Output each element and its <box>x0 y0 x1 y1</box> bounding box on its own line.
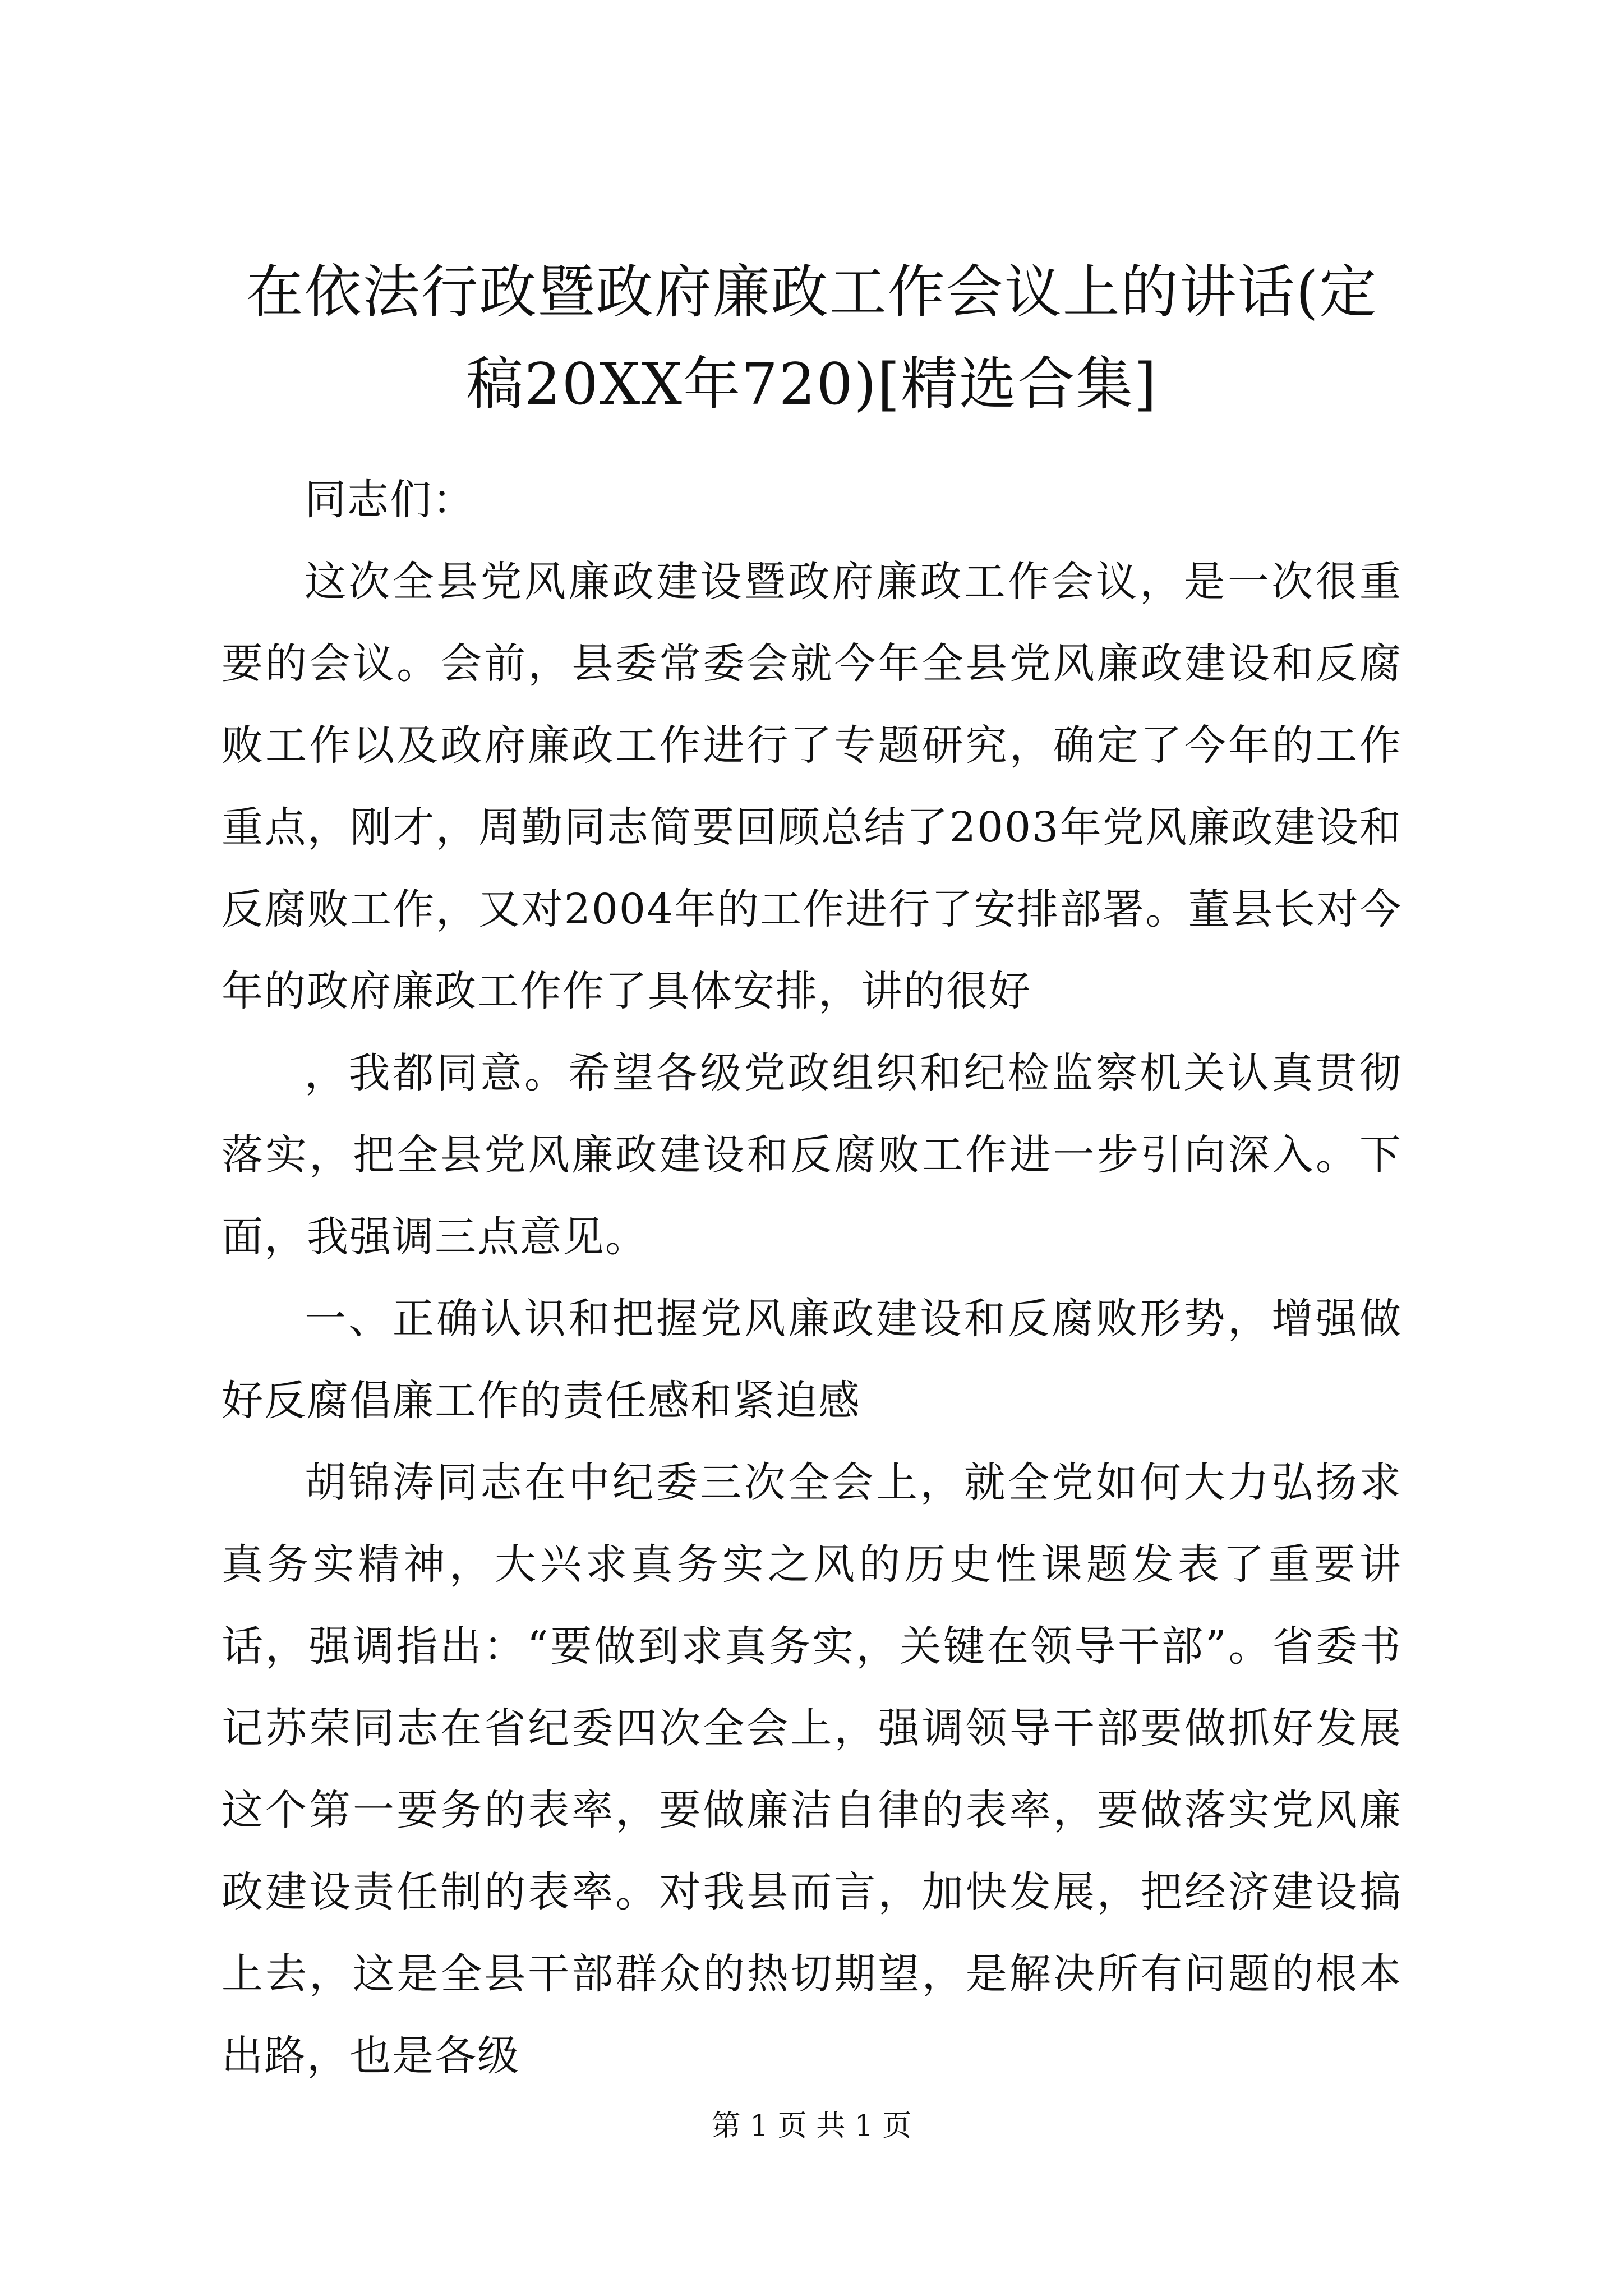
document-body <box>222 459 1402 2097</box>
page-footer: 第 1 页 共 1 页 <box>711 2109 912 2143</box>
paragraph-continuation: ，我都同意。希望各级党政组织和纪检监察机关认真贯彻落实，把全县党风廉政建设和反腐败工作进一步引向深入。下面，我强调三点意见。 <box>222 1049 1402 1261</box>
section-heading-1: 一、正确认识和把握党风廉政建设和反腐败形势，增强做好反腐倡廉工作的责任感和紧迫感 <box>222 1295 1402 1425</box>
paragraph-salutation: 同志们： <box>305 476 475 524</box>
document-title: 在依法行政暨政府廉政工作会议上的讲话(定稿20XX年720)[精选合集] <box>246 259 1378 418</box>
paragraph-section-1: 胡锦涛同志在中纪委三次全会上，就全党如何大力弘扬求真务实精神，大兴求真务实之风的历史性课题发表了重要讲话，强调指出：“要做到求真务实，关键在领导干部”。省委书记苏荣同志在省纪委四次全会上，强调领导干部要做抓好发展这个第一要务的表率，要做廉洁自律的表率，要做落实党风廉政建设责任制的表率。对我县而言，加快发展，把经济建设搞上去，这是全县干部群众的热切期望，是解决所有问题的根本出路，也是各级 <box>222 1458 1402 2080</box>
paragraph-intro: 这次全县党风廉政建设暨政府廉政工作会议，是一次很重要的会议。会前，县委常委会就今年全县党风廉政建设和反腐败工作以及政府廉政工作进行了专题研究，确定了今年的工作重点，刚才，周勤同志简要回顾总结了2003年党风廉政建设和反腐败工作，又对2004年的工作进行了安排部署。董县长对今年的政府廉政工作作了具体安排，讲的很好 <box>222 558 1402 1015</box>
